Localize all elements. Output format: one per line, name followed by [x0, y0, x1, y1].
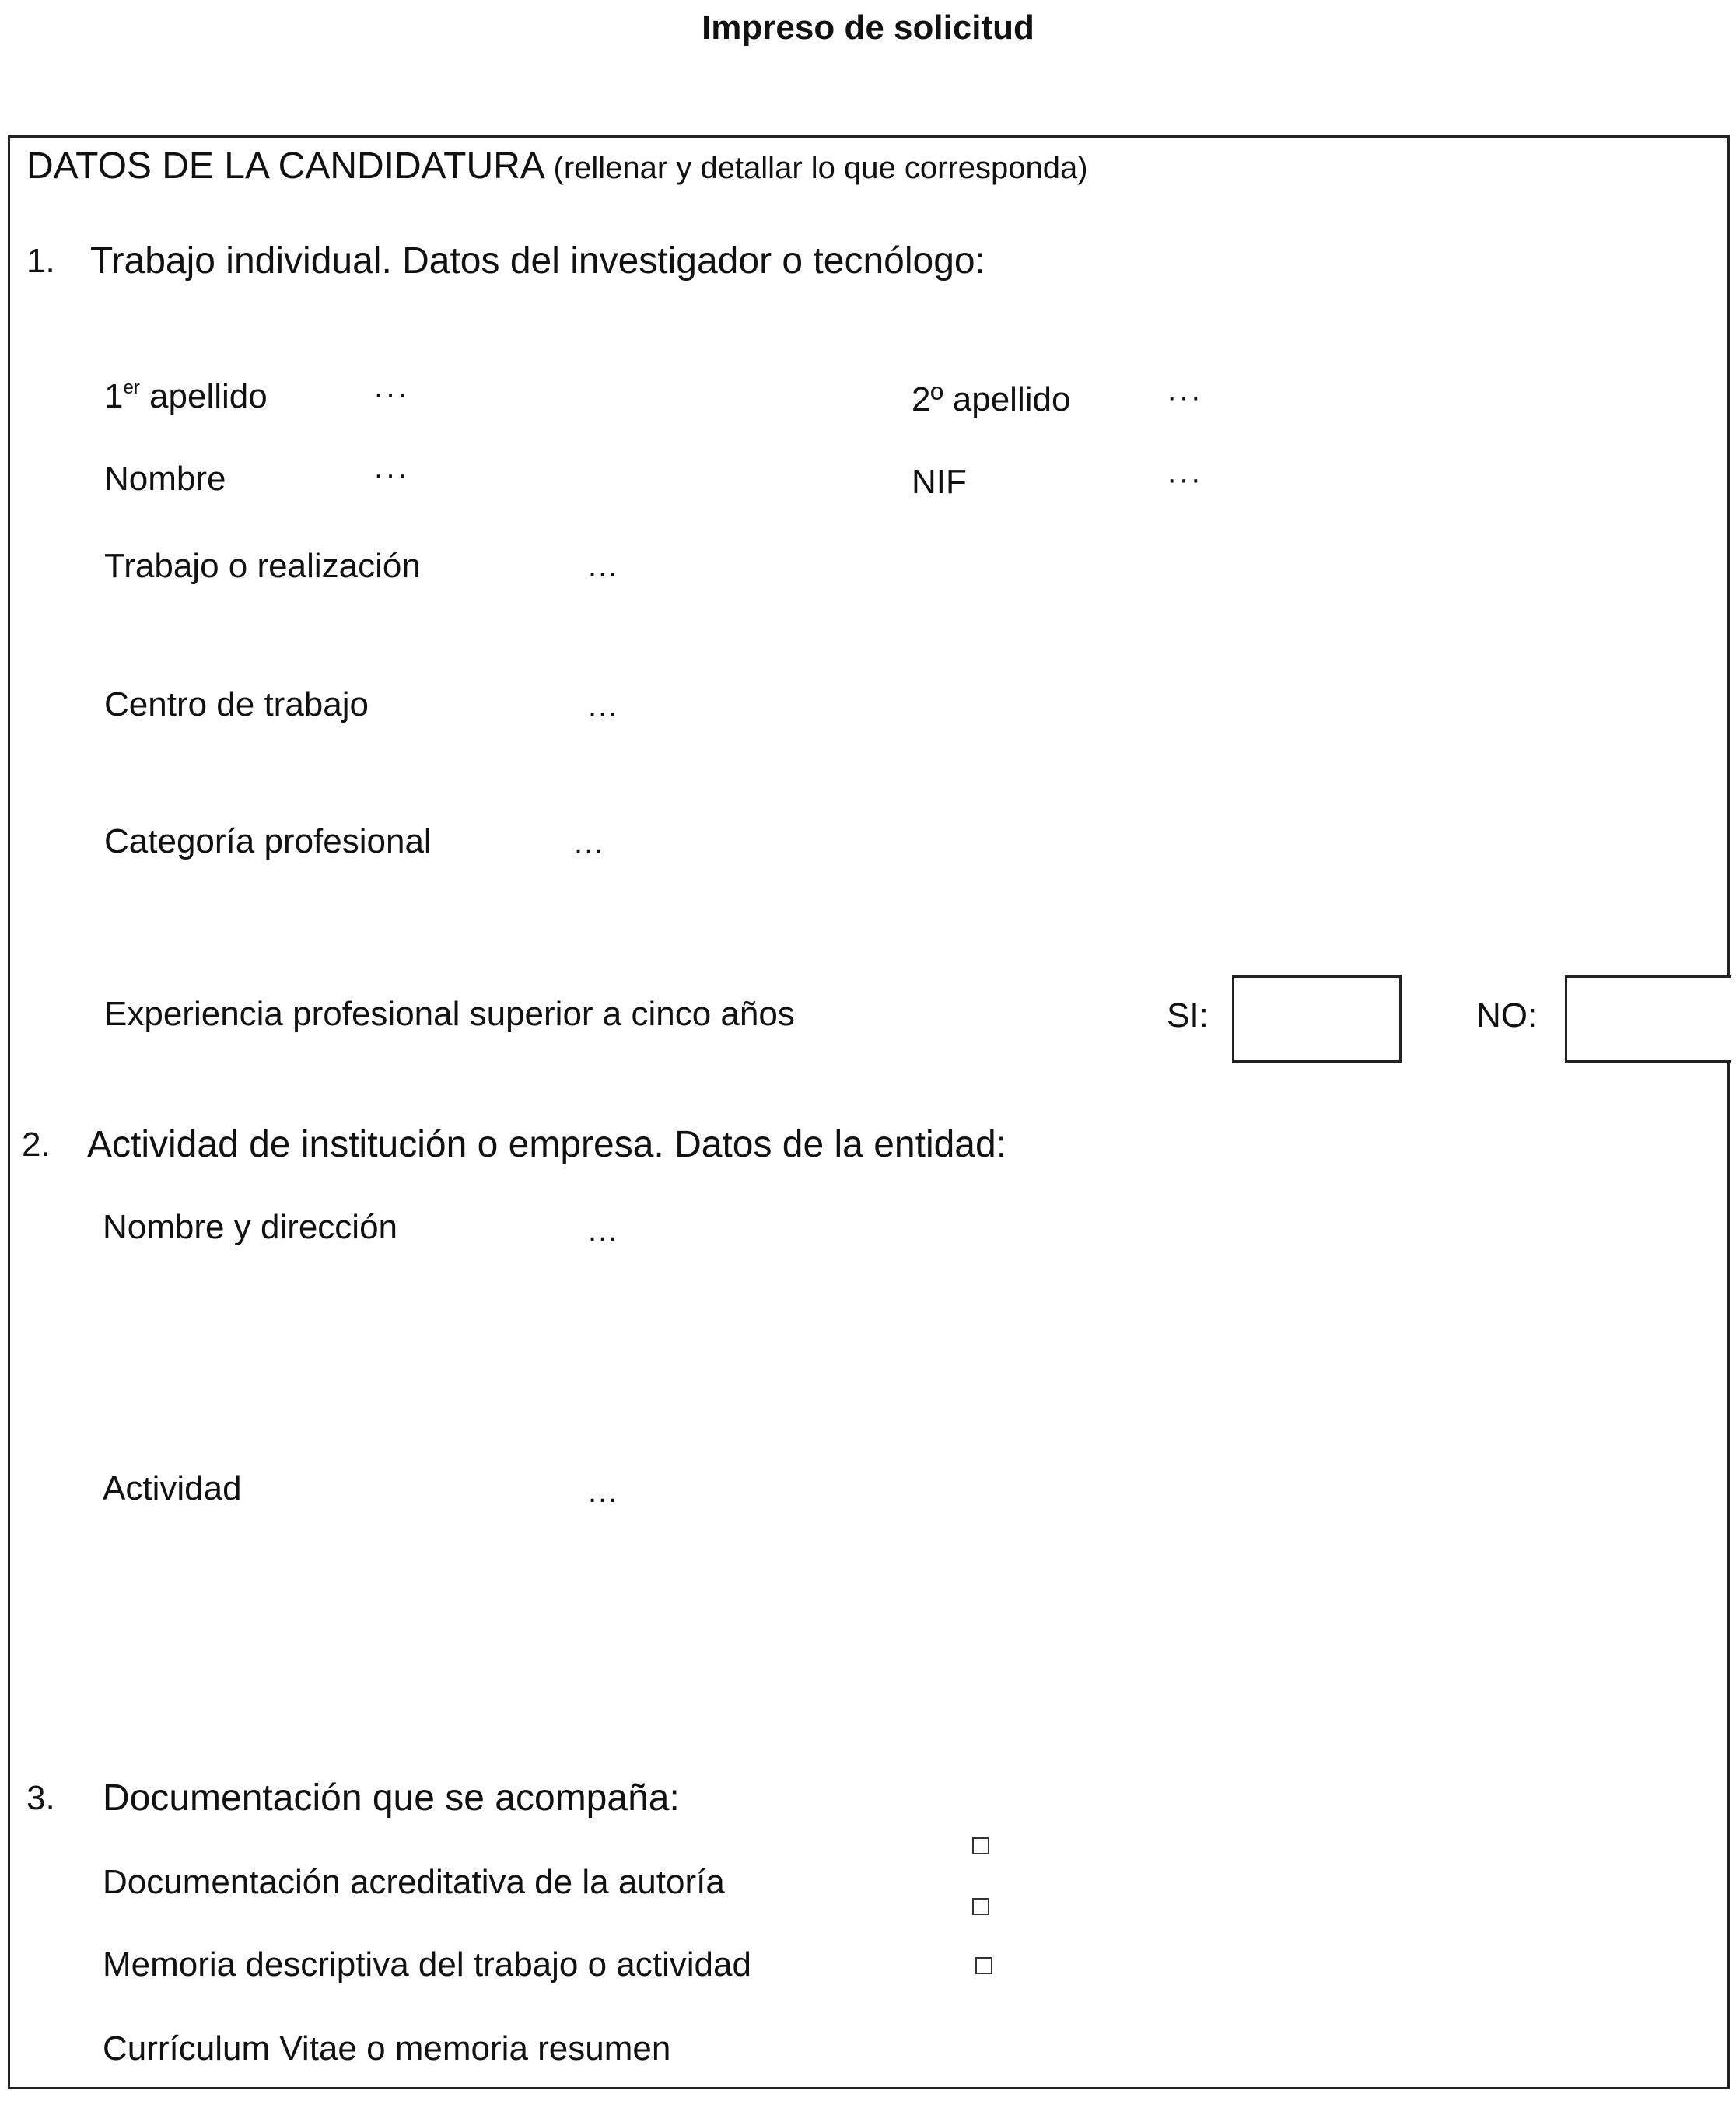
section-header-note: (rellenar y detallar lo que corresponda): [553, 151, 1088, 185]
professional-category-field[interactable]: ...: [574, 826, 605, 860]
checkbox-descriptive-memory[interactable]: [972, 1898, 989, 1915]
section-header: [26, 145, 1088, 187]
second-surname-label: 2º apellido: [912, 380, 1071, 418]
professional-category-label: Categoría profesional: [104, 822, 432, 860]
work-center-field[interactable]: ...: [588, 689, 619, 723]
activity-label: Actividad: [103, 1469, 242, 1507]
nif-field[interactable]: ···: [1167, 462, 1202, 496]
first-surname-label: 1er apellido: [104, 377, 268, 415]
section1-heading: Trabajo individual. Datos del investigador o tecnólogo:: [90, 240, 985, 282]
work-center-label: Centro de trabajo: [104, 685, 369, 723]
nif-label: NIF: [912, 463, 967, 501]
experience-label: Experiencia profesional superior a cinco años: [104, 995, 795, 1033]
name-field[interactable]: ···: [373, 457, 409, 492]
checkbox-authorship[interactable]: [972, 1837, 989, 1854]
section3-number: 3.: [26, 1779, 55, 1817]
section2-number: 2.: [22, 1126, 51, 1164]
doc-item-descriptive-memory: Memoria descriptiva del trabajo o actividad: [103, 1945, 751, 1984]
doc-item-authorship: Documentación acreditativa de la autoría: [103, 1863, 725, 1901]
checkbox-curriculum[interactable]: [975, 1957, 992, 1974]
name-address-label: Nombre y dirección: [103, 1208, 398, 1246]
section-header-main: DATOS DE LA CANDIDATURA: [26, 145, 544, 187]
section3-heading: Documentación que se acompaña:: [103, 1777, 680, 1819]
experience-yes-box[interactable]: [1232, 975, 1402, 1063]
doc-item-curriculum: Currículum Vitae o memoria resumen: [103, 2029, 671, 2068]
page-title: Impreso de solicitud: [702, 9, 1034, 47]
activity-field[interactable]: ...: [588, 1475, 619, 1509]
work-field[interactable]: ...: [588, 549, 619, 583]
experience-no-box[interactable]: [1565, 975, 1731, 1063]
experience-yes-label: SI:: [1167, 996, 1209, 1035]
name-label: Nombre: [104, 460, 226, 498]
name-address-field[interactable]: ...: [588, 1213, 619, 1248]
work-label: Trabajo o realización: [104, 547, 421, 585]
section1-number: 1.: [26, 242, 55, 280]
experience-no-label: NO:: [1476, 996, 1538, 1035]
first-surname-field[interactable]: ···: [373, 376, 409, 411]
second-surname-field[interactable]: ···: [1167, 380, 1202, 414]
section2-heading: Actividad de institución o empresa. Datos de la entidad:: [87, 1124, 1007, 1165]
